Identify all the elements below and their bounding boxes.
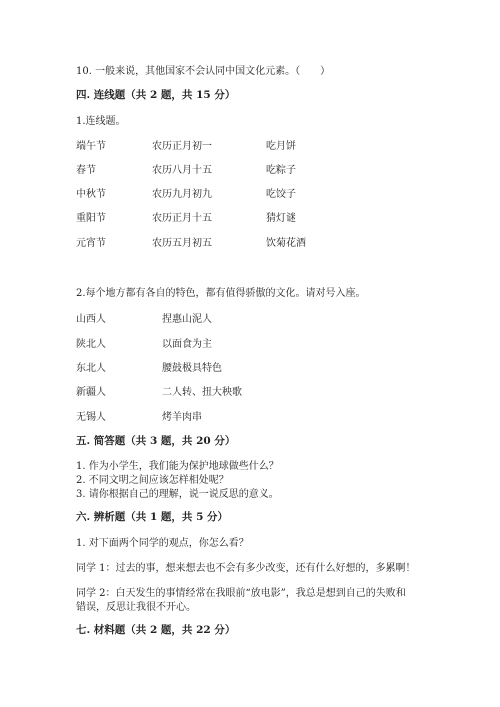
match1-row2-col1: 春节 — [76, 165, 96, 176]
match1-row3-col1: 中秋节 — [76, 189, 106, 200]
match2-row2-col2: 以面食为主 — [162, 339, 212, 350]
match2-row1-col2: 捏惠山泥人 — [162, 314, 212, 325]
analysis-q1: 1. 对下面两个同学的观点，你怎么看？ — [76, 538, 249, 549]
match2-row1-col1: 山西人 — [76, 314, 106, 325]
match1-row3-col3: 吃饺子 — [266, 189, 296, 200]
match1-row2-col3: 吃粽子 — [266, 165, 296, 176]
match2-row4-col2: 二人转、扭大秧歌 — [162, 387, 242, 398]
section-5-title: 五. 简答题（共 3 题，共 20 分） — [76, 435, 236, 447]
section-7-title: 七. 材料题（共 2 题，共 22 分） — [76, 624, 236, 636]
match1-row4-col2: 农历正月十五 — [152, 213, 212, 224]
section-6-title: 六. 辨析题（共 1 题，共 5 分） — [76, 511, 229, 523]
match-question-1-prompt: 1.连线题。 — [76, 116, 126, 127]
match2-row5-col2: 烤羊肉串 — [162, 412, 202, 423]
match1-row5-col2: 农历五月初五 — [152, 238, 212, 249]
match2-row4-col1: 新疆人 — [76, 387, 106, 398]
question-10: 10. 一般来说，其他国家不会认同中国文化元素。（ ） — [76, 66, 331, 77]
match2-row2-col1: 陕北人 — [76, 339, 106, 350]
student-1-opinion: 同学 1：过去的事，想来想去也不会有多少改变，还有什么好想的，多累啊！ — [76, 563, 416, 574]
match1-row3-col2: 农历九月初九 — [152, 189, 212, 200]
section-4-title: 四. 连线题（共 2 题，共 15 分） — [76, 89, 236, 101]
match1-row1-col3: 吃月饼 — [266, 141, 296, 152]
match1-row2-col2: 农历八月十五 — [152, 165, 212, 176]
student-2-opinion-line-1: 同学 2：白天发生的事情经常在我眼前“放电影”，我总是想到自己的失败和 — [76, 588, 406, 599]
short-answer-q1: 1. 作为小学生，我们能为保护地球做些什么？ — [76, 461, 279, 472]
match2-row3-col1: 东北人 — [76, 363, 106, 374]
short-answer-q3: 3. 请你根据自己的理解，说一说反思的意义。 — [76, 489, 279, 500]
student-2-opinion-line-2: 错误，反思让我很不开心。 — [76, 602, 196, 613]
match1-row1-col1: 端午节 — [76, 141, 106, 152]
match1-row5-col1: 元宵节 — [76, 238, 106, 249]
short-answer-q2: 2. 不同文明之间应该怎样相处呢？ — [76, 475, 229, 486]
match1-row4-col1: 重阳节 — [76, 213, 106, 224]
match1-row4-col3: 猜灯谜 — [266, 213, 296, 224]
match-question-2-prompt: 2.每个地方都有各自的特色，都有值得骄傲的文化。请对号入座。 — [76, 288, 366, 299]
match1-row5-col3: 饮菊花酒 — [266, 238, 306, 249]
match2-row3-col2: 腰鼓极具特色 — [162, 363, 222, 374]
match2-row5-col1: 无锡人 — [76, 412, 106, 423]
match1-row1-col2: 农历正月初一 — [152, 141, 212, 152]
